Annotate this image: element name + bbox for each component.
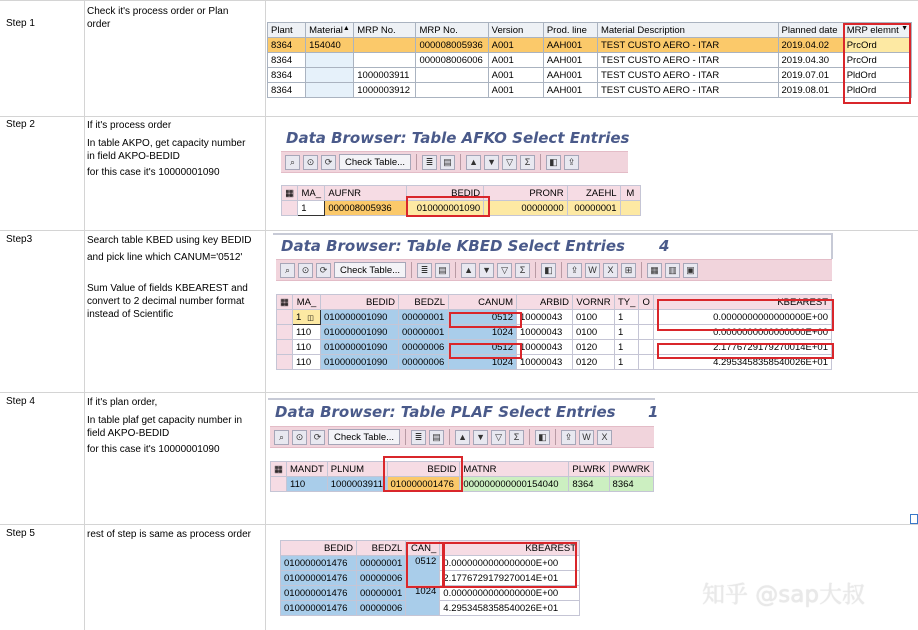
filter-icon[interactable]: ▽ (497, 263, 512, 278)
col-material-description[interactable]: Material Description (597, 23, 778, 38)
cell: 00000001 (399, 325, 449, 340)
cell: 1024 (449, 355, 517, 370)
cell: 2019.08.01 (778, 83, 843, 98)
cell: 00000001 (357, 556, 406, 571)
cell: A001 (488, 83, 543, 98)
cell: 2019.07.01 (778, 68, 843, 83)
cell: 4.2953458358540026E+01 (653, 355, 831, 370)
cell: 1 (298, 201, 325, 216)
col-prod-line[interactable]: Prod. line (543, 23, 597, 38)
cell: 2019.04.30 (778, 53, 843, 68)
cell: 1000003911 (354, 68, 416, 83)
cell: 1024 (406, 586, 440, 616)
toolbar-separator (555, 429, 556, 445)
print-icon[interactable]: ▤ (429, 430, 444, 445)
cell: PrcOrd (843, 53, 911, 68)
detail-icon[interactable]: ≣ (411, 430, 426, 445)
cell: 1 (615, 325, 639, 340)
table-row[interactable] (271, 477, 654, 492)
step4-text (87, 396, 242, 456)
cell: AAH001 (543, 68, 597, 83)
cell: 154040 (306, 38, 354, 53)
col-pwwrk[interactable]: PWWRK (609, 462, 653, 477)
cell: 0512 (449, 310, 517, 325)
export-icon[interactable]: ⇪ (567, 263, 582, 278)
step1-text (87, 5, 228, 31)
cell: 00000006 (399, 355, 449, 370)
cell: 0120 (573, 340, 615, 355)
cell: 10000043 (517, 340, 573, 355)
plaf-entry-count: 1 (648, 403, 659, 421)
plaf-table (270, 461, 654, 492)
cell: 010000001476 (281, 586, 357, 601)
col-planned-date[interactable]: Planned date (778, 23, 843, 38)
excel-icon[interactable]: X (603, 263, 618, 278)
cell: PldOrd (843, 68, 911, 83)
cell: 00000000 (484, 201, 568, 216)
toolbar-separator (529, 429, 530, 445)
cell (306, 53, 354, 68)
step1-line: order (87, 19, 111, 30)
cell (354, 53, 416, 68)
col-material-label: Material (309, 24, 343, 36)
step3-line: and pick line which CANUM='0512' (87, 252, 243, 263)
refresh-icon[interactable]: ⟳ (321, 155, 336, 170)
cell: 010000001090 (321, 325, 399, 340)
word-icon[interactable]: W (579, 430, 594, 445)
cell: 00000001 (567, 201, 620, 216)
cell: AAH001 (543, 83, 597, 98)
cell: 110 (293, 325, 321, 340)
cell: 0100 (573, 310, 615, 325)
cell: 010000001476 (281, 571, 357, 586)
cell: 0512 (406, 556, 440, 586)
cell: 0.0000000000000000E+00 (440, 586, 580, 601)
cell: 8364 (268, 83, 306, 98)
step1-label: Step 1 (6, 18, 35, 29)
col-mrp-no-2[interactable]: MRP No. (416, 23, 488, 38)
refresh-icon[interactable]: ⟳ (316, 263, 331, 278)
col-canum[interactable]: CANUM (449, 295, 517, 310)
plaf-toolbar (270, 426, 654, 448)
cell: 010000001090 (406, 201, 483, 216)
cell: 010000001476 (281, 556, 357, 571)
toolbar-separator (416, 154, 417, 170)
col-bedid[interactable]: BEDID (281, 541, 357, 556)
detail-icon[interactable]: ≣ (417, 263, 432, 278)
step2-label: Step 2 (6, 119, 35, 130)
sort-desc-icon[interactable]: ▼ (479, 263, 494, 278)
cell: 2.1776729179270014E+01 (440, 571, 580, 586)
kbed-window-title: Data Browser: Table KBED Select Entries (281, 237, 625, 255)
mrp-list-table (267, 22, 912, 98)
step4-line: for this case it's 10000001090 (87, 444, 220, 455)
toolbar-separator (455, 262, 456, 278)
cell: A001 (488, 53, 543, 68)
filter-icon[interactable]: ▽ (502, 155, 517, 170)
col-plnum[interactable]: PLNUM (327, 462, 387, 477)
cell: 8364 (268, 68, 306, 83)
col-mrp-no[interactable]: MRP No. (354, 23, 416, 38)
afko-toolbar (281, 151, 628, 173)
col-arbid[interactable]: ARBID (517, 295, 573, 310)
row-selector[interactable] (277, 310, 293, 325)
print-icon[interactable]: ▤ (435, 263, 450, 278)
check-table-button[interactable]: Check Table... (339, 154, 411, 170)
toolbar-separator (411, 262, 412, 278)
cell: 10000043 (517, 355, 573, 370)
cell: TEST CUSTO AERO - ITAR (597, 83, 778, 98)
step3-line: convert to 2 decimal number format (87, 296, 245, 307)
cell: 00000001 (357, 586, 406, 601)
table-row[interactable] (268, 38, 912, 53)
layout-icon[interactable]: ◧ (541, 263, 556, 278)
cell: 1000003912 (354, 83, 416, 98)
glasses-icon[interactable]: ⌕ (280, 263, 295, 278)
cell (620, 201, 640, 216)
step3-line: instead of Scientific (87, 309, 174, 320)
cell (306, 68, 354, 83)
plaf-window-title: Data Browser: Table PLAF Select Entries (275, 403, 616, 421)
table-row[interactable] (281, 556, 580, 571)
cell: 4.2953458358540026E+01 (440, 601, 580, 616)
excel-icon[interactable]: X (597, 430, 612, 445)
toolbar-separator (449, 429, 450, 445)
filter-dropdown-icon[interactable]: ▼ (901, 24, 908, 32)
table-row[interactable] (277, 325, 832, 340)
step2-line: In table AKPO, get capacity number (87, 138, 246, 149)
abc-icon[interactable]: ⊞ (621, 263, 636, 278)
afko-table (281, 185, 635, 216)
check-table-button[interactable]: Check Table... (334, 262, 406, 278)
grid-icon[interactable]: ▦ (647, 263, 662, 278)
col-aufnr[interactable]: AUFNR (325, 186, 406, 201)
print-icon[interactable]: ▤ (440, 155, 455, 170)
col-zaehl[interactable]: ZAEHL (567, 186, 620, 201)
col-mandt[interactable]: MA_ (293, 295, 321, 310)
search-icon[interactable]: ⊙ (298, 263, 313, 278)
cell: 1 (615, 340, 639, 355)
cell: 010000001090 (321, 340, 399, 355)
step3-text (87, 234, 252, 321)
row-selector[interactable] (277, 340, 293, 355)
table-row[interactable] (277, 340, 832, 355)
cell: 000008005936 (416, 38, 488, 53)
select-all-icon[interactable]: ▦ (282, 186, 298, 201)
step2-line: for this case it's 10000001090 (87, 167, 220, 178)
toolbar-separator (641, 262, 642, 278)
col-mandt[interactable]: MA_ (298, 186, 325, 201)
cell: A001 (488, 68, 543, 83)
col-bedid[interactable]: BEDID (321, 295, 399, 310)
check-table-button[interactable]: Check Table... (328, 429, 400, 445)
row-selector[interactable] (277, 355, 293, 370)
sort-asc-icon[interactable]: ▲ (461, 263, 476, 278)
table-row[interactable] (268, 83, 912, 98)
cell: PrcOrd (843, 38, 911, 53)
cell: 010000001476 (387, 477, 460, 492)
cell: 2.1776729179270014E+01 (653, 340, 831, 355)
col-bedzl[interactable]: BEDZL (357, 541, 406, 556)
search-icon[interactable]: ⊙ (303, 155, 318, 170)
step5-kbed-table (280, 540, 576, 616)
table-row[interactable] (277, 355, 832, 370)
step3-label: Step3 (6, 234, 33, 245)
cell: 8364 (268, 53, 306, 68)
cell: 00000006 (399, 340, 449, 355)
col-canum[interactable]: CAN_ (406, 541, 440, 556)
cell: 1024 (449, 325, 517, 340)
info-icon[interactable]: ▣ (683, 263, 698, 278)
step2-line: If it's process order (87, 120, 172, 131)
col-pronr[interactable]: PRONR (484, 186, 568, 201)
cell: 00000001 (399, 310, 449, 325)
word-icon[interactable]: W (585, 263, 600, 278)
col-vornr[interactable]: VORNR (573, 295, 615, 310)
cell-value: 1 (296, 311, 302, 323)
cell: 000008006006 (416, 53, 488, 68)
table-row[interactable] (268, 53, 912, 68)
glasses-icon[interactable]: ⌕ (285, 155, 300, 170)
kbed-toolbar (276, 259, 832, 281)
glasses-icon[interactable]: ⌕ (274, 430, 289, 445)
refresh-icon[interactable]: ⟳ (310, 430, 325, 445)
export-icon[interactable]: ⇪ (561, 430, 576, 445)
cell: 110 (286, 477, 327, 492)
cell: TEST CUSTO AERO - ITAR (597, 53, 778, 68)
layout-icon[interactable]: ◧ (535, 430, 550, 445)
cell: 00000006 (357, 571, 406, 586)
col-material[interactable] (306, 23, 354, 38)
cell: AAH001 (543, 53, 597, 68)
cell (293, 310, 321, 325)
col-version[interactable]: Version (488, 23, 543, 38)
sort-desc-icon[interactable]: ▼ (484, 155, 499, 170)
cell (306, 83, 354, 98)
col-type[interactable]: TY_ (615, 295, 639, 310)
cell: PldOrd (843, 83, 911, 98)
cell (416, 83, 488, 98)
cell: TEST CUSTO AERO - ITAR (597, 68, 778, 83)
kbed-entry-count: 4 (659, 237, 670, 255)
detail-icon[interactable]: ≣ (422, 155, 437, 170)
cell: 1 (615, 355, 639, 370)
step2-text (87, 119, 245, 179)
cell: 110 (293, 355, 321, 370)
step4-label: Step 4 (6, 396, 35, 407)
col-mandt[interactable]: MANDT (286, 462, 327, 477)
select-all-icon[interactable]: ▦ (271, 462, 287, 477)
cell: 10000043 (517, 310, 573, 325)
cell: 000008005936 (325, 201, 406, 216)
sum-icon[interactable]: Σ (509, 430, 524, 445)
sum-icon[interactable]: Σ (515, 263, 530, 278)
toolbar-separator (561, 262, 562, 278)
step3-line: Search table KBED using key BEDID (87, 235, 252, 246)
cell: 0.0000000000000000E+00 (653, 325, 831, 340)
step4-line: field AKPO-BEDID (87, 428, 170, 439)
step4-line: In table plaf get capacity number in (87, 415, 243, 426)
step1-line: Check it's process order or Plan (87, 6, 229, 17)
export-icon[interactable]: ⇪ (564, 155, 579, 170)
watermark: 知乎 @sap大叔 (702, 582, 865, 608)
cell (354, 38, 416, 53)
cell: 0512 (449, 340, 517, 355)
cell: 010000001476 (281, 601, 357, 616)
filter-icon[interactable]: ▽ (491, 430, 506, 445)
col-bedid[interactable]: BEDID (406, 186, 483, 201)
col-kbearest[interactable]: KBEAREST (653, 295, 831, 310)
kbed-table (276, 294, 832, 370)
row-selector[interactable] (282, 201, 298, 216)
cell: 10000043 (517, 325, 573, 340)
toolbar-separator (460, 154, 461, 170)
cell (639, 355, 653, 370)
step5-label: Step 5 (6, 528, 35, 539)
cell: 110 (293, 340, 321, 355)
f4-help-icon[interactable]: ◫ (307, 314, 314, 322)
cell (639, 310, 653, 325)
layout-icon[interactable]: ◧ (546, 155, 561, 170)
sort-up-icon: ▲ (342, 24, 350, 32)
col-kbearest[interactable]: KBEAREST (440, 541, 580, 556)
sort-desc-icon[interactable]: ▼ (473, 430, 488, 445)
cell: 8364 (609, 477, 653, 492)
cell (639, 325, 653, 340)
row-selector[interactable] (277, 325, 293, 340)
col-plant[interactable]: Plant (268, 23, 306, 38)
cell: 010000001090 (321, 310, 399, 325)
cell: A001 (488, 38, 543, 53)
step5-line: rest of step is same as process order (87, 529, 251, 540)
sum-icon[interactable]: Σ (520, 155, 535, 170)
col-o[interactable]: O (639, 295, 653, 310)
row-selector[interactable] (271, 477, 287, 492)
table-row[interactable] (277, 310, 832, 325)
cell: 0.0000000000000000E+00 (653, 310, 831, 325)
cell: 000000000000154040 (460, 477, 569, 492)
cell: 0.0000000000000000E+00 (440, 556, 580, 571)
sort-asc-icon[interactable]: ▲ (466, 155, 481, 170)
step4-line: If it's plan order, (87, 397, 158, 408)
col-m[interactable]: M (620, 186, 640, 201)
col-bedid[interactable]: BEDID (387, 462, 460, 477)
col-mrp-element-label: MRP elemnt (846, 24, 899, 36)
table-row[interactable] (281, 586, 580, 601)
cell: 1 (615, 310, 639, 325)
search-icon[interactable]: ⊙ (292, 430, 307, 445)
col-matnr[interactable]: MATNR (460, 462, 569, 477)
table-row[interactable] (282, 201, 641, 216)
toolbar-separator (405, 429, 406, 445)
cell: 010000001090 (321, 355, 399, 370)
cell: 8364 (268, 38, 306, 53)
col-bedzl[interactable]: BEDZL (399, 295, 449, 310)
cell (416, 68, 488, 83)
toolbar-separator (535, 262, 536, 278)
cell (639, 340, 653, 355)
cell: TEST CUSTO AERO - ITAR (597, 38, 778, 53)
table-row[interactable] (268, 68, 912, 83)
afko-window-title: Data Browser: Table AFKO Select Entries (286, 129, 630, 147)
col-plwrk[interactable]: PLWRK (569, 462, 609, 477)
sort-asc-icon[interactable]: ▲ (455, 430, 470, 445)
toolbar-separator (540, 154, 541, 170)
step3-line: Sum Value of fields KBEAREST and (87, 283, 248, 294)
graphic-icon[interactable]: ▥ (665, 263, 680, 278)
select-all-icon[interactable]: ▦ (277, 295, 293, 310)
col-mrp-element[interactable] (843, 23, 911, 38)
cell: 1000003911 (327, 477, 387, 492)
cell: 2019.04.02 (778, 38, 843, 53)
step2-line: in field AKPO-BEDID (87, 151, 180, 162)
cell: 0100 (573, 325, 615, 340)
step5-text (87, 528, 251, 541)
cell: 0120 (573, 355, 615, 370)
cell: 8364 (569, 477, 609, 492)
cell: AAH001 (543, 38, 597, 53)
cell: 00000006 (357, 601, 406, 616)
